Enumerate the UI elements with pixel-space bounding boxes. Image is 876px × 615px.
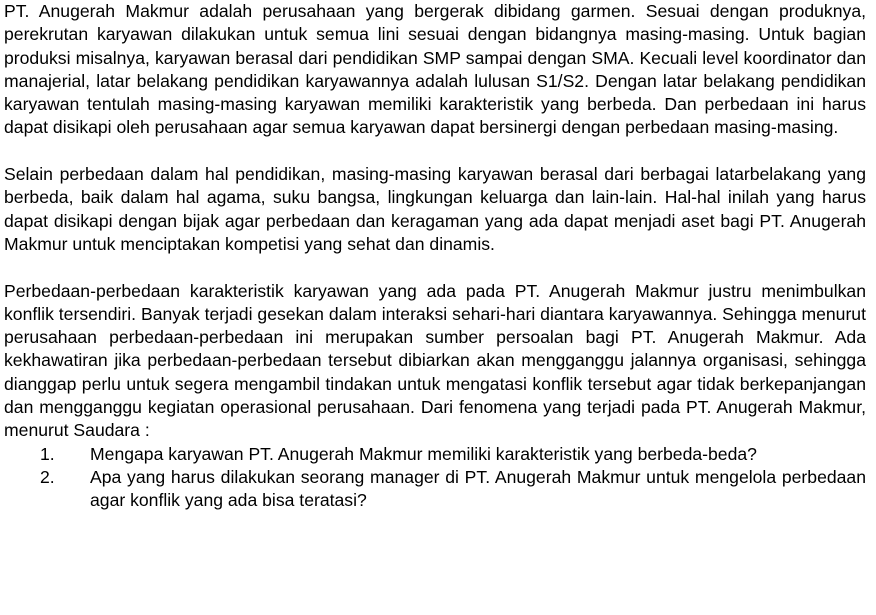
paragraph-conflict-description: Perbedaan-perbedaan karakteristik karyawan yang ada pada PT. Anugerah Makmur justru menimbulkan konflik tersendiri. Banyak terjadi gesekan dalam interaksi sehari-hari diantara karyawannya. Sehingga menurut perusahaan perbedaan-perbedaan ini merupakan sumber persoalan bagi PT. Anugerah Makmur. Ada kekhawatiran jika perbedaan-perbedaan tersebut dibiarkan akan mengganggu jalannya organisasi, sehingga dianggap perlu untuk segera mengambil tindakan untuk mengatasi konflik tersebut agar tidak berkepanjangan dan mengganggu kegiatan operasional perusahaan. Dari fenomena yang terjadi pada PT. Anugerah Makmur, menurut Saudara : xyxy=(4,280,866,441)
paragraph-spacer xyxy=(4,256,866,279)
question-number: 2. xyxy=(40,466,55,487)
paragraph-company-background: PT. Anugerah Makmur adalah perusahaan yang bergerak dibidang garmen. Sesuai dengan produknya, perekrutan karyawan dilakukan untuk semua lini sesuai dengan bidangnya masing-masing. Untuk bagian produksi misalnya, karyawan berasal dari pendidikan SMP sampai dengan SMA. Kecuali level koordinator dan manajerial, latar belakang pendidikan karyawannya adalah lulusan S1/S2. Dengan latar belakang pendidikan karyawan tentulah masing-masing karyawan memiliki karakteristik yang berbeda. Dan perbedaan ini harus dapat disikapi oleh perusahaan agar semua karyawan dapat bersinergi dengan perbedaan masing-masing. xyxy=(4,1,866,138)
question-text: Apa yang harus dilakukan seorang manager di PT. Anugerah Makmur untuk mengelola perbedaan agar konflik yang ada bisa teratasi? xyxy=(90,466,866,511)
question-item xyxy=(4,466,866,513)
question-item xyxy=(4,443,866,466)
question-number: 1. xyxy=(40,443,55,464)
question-text: Mengapa karyawan PT. Anugerah Makmur memiliki karakteristik yang berbeda-beda? xyxy=(90,443,757,464)
paragraph-employee-diversity: Selain perbedaan dalam hal pendidikan, masing-masing karyawan berasal dari berbagai latarbelakang yang berbeda, baik dalam hal agama, suku bangsa, lingkungan keluarga dan lain-lain. Hal-hal inilah yang harus dapat disikapi dengan bijak agar perbedaan dan keragaman yang ada dapat menjadi aset bagi PT. Anugerah Makmur untuk menciptakan kompetisi yang sehat dan dinamis. xyxy=(4,164,866,254)
question-list xyxy=(4,443,866,513)
paragraph-spacer xyxy=(4,140,866,163)
